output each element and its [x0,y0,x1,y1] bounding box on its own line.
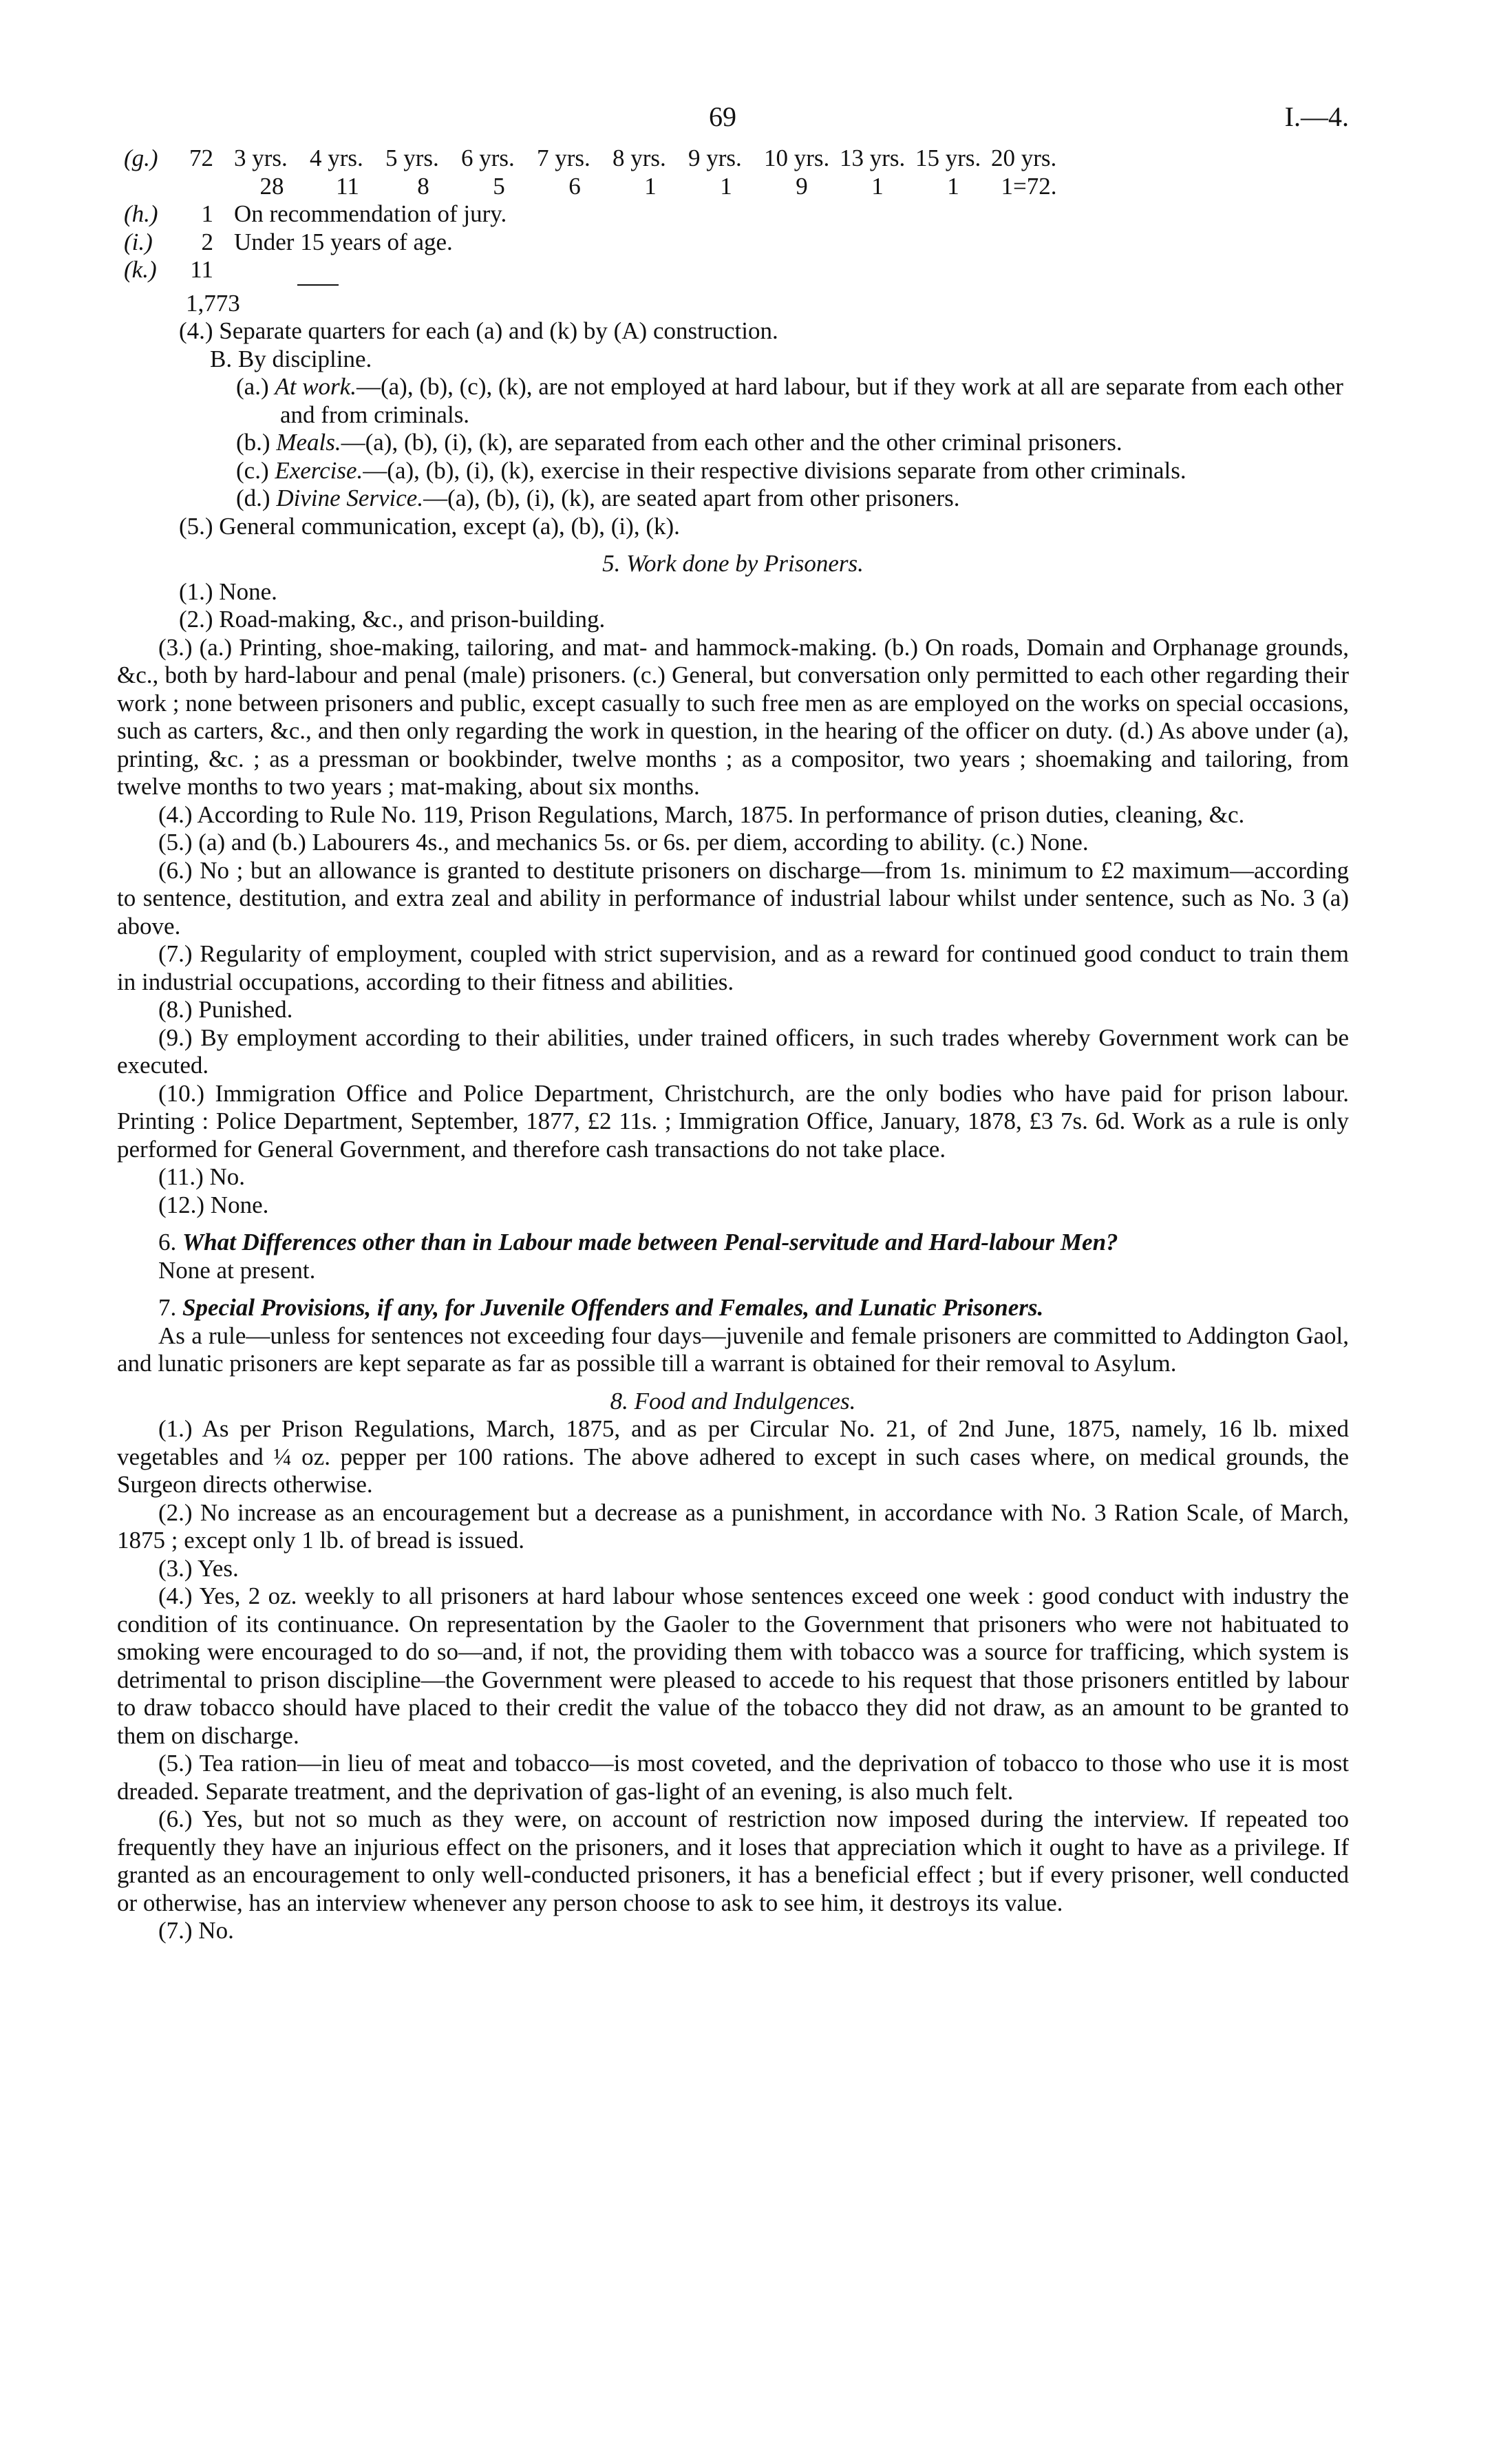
item-text: —(a), (b), (i), (k), exercise in their respective divisions separate from other criminals. [363,456,1186,484]
paragraph: B. By discipline. [210,345,372,372]
discipline-item-a [117,373,1349,429]
count-cell: 8 [417,172,429,200]
year-cell: 8 yrs. [613,145,666,171]
section-title: 8. Food and Indulgences. [610,1387,856,1415]
row-label: (h.) [124,200,158,227]
paragraph: (1.) None. [179,578,277,605]
table-row-i [117,229,1349,257]
section-number: 7. [158,1294,182,1321]
year-cell: 6 yrs. [461,145,515,171]
year-cell: 15 yrs. [915,145,981,171]
paragraph: (5.) General communication, except (a), (b), (i), (k). [179,512,680,540]
row-label: (i.) [124,228,153,255]
count-cell: 1 [871,172,884,200]
section-number: 6. [158,1229,182,1256]
total-value: 1,773 [186,289,240,317]
year-cell: 3 yrs. [234,145,288,171]
section-7 [117,1294,1349,1378]
count-cell: 5 [493,172,505,200]
row-label: (g.) [124,145,158,171]
paragraph: (2.) Road-making, &c., and prison-building. [179,606,606,633]
paragraph: (10.) Immigration Office and Police Department, Christchurch, are the only bodies who have paid for prison labour. Printing : Police Department, September, 1877, £2 11s. ; Immigration Office, January, 1878, £3 7s. 6d. Work as a rule is only performed for General Government, and therefore cash transactions do not take place. [117,1079,1349,1163]
year-cell: 10 yrs. [764,145,830,171]
paragraph: (4.) Yes, 2 oz. weekly to all prisoners at hard labour whose sentences exceed one week : good conduct with industry the condition of its continuance. On representation by the Gaoler to the Government that prisoners who were not habituated to smoking were encouraged to do so—and, if not, the providing them with tobacco was a source for trafficing, which system is detrimental to prison discipline—the Government were pleased to accede to his request that those prisoners entitled by labour to draw tobacco should have placed to their credit the value of the tobacco they did not draw, as an amount to be granted to them on discharge. [117,1582,1349,1749]
paragraph: (2.) No increase as an encouragement but a decrease as a punishment, in accordance with No. 3 Ration Scale, of March, 1875 ; except only 1 lb. of bread is issued. [117,1498,1349,1554]
count-cell: 28 [259,172,284,200]
paragraph: (7.) No. [158,1917,234,1944]
row-text: On recommendation of jury. [234,200,507,227]
paragraph: (6.) No ; but an allowance is granted to destitute prisoners on discharge—from 1s. minimum to £2 maximum—according to sentence, destitution, and extra zeal and ability in performance of industrial labour whilst under sentence, such as No. 3 (a) above. [117,856,1349,940]
item-title: Exercise. [275,456,363,484]
row-number: 1 [201,200,213,227]
row-number: 11 [190,256,213,283]
years-list [234,145,1067,173]
year-cell: 13 yrs. [840,145,906,171]
year-cell: 7 yrs. [537,145,590,171]
count-cell: 1 [947,172,959,200]
row-text: Under 15 years of age. [234,228,453,255]
paragraph: (4.) According to Rule No. 119, Prison Regulations, March, 1875. In performance of prison duties, cleaning, &c. [158,801,1245,828]
count-cell: 9 [796,172,808,200]
paragraph: (11.) No. [158,1163,246,1190]
item-lead: (c.) [236,456,275,484]
section-4-continued [117,317,1349,540]
table-row-k [117,256,1349,284]
paragraph: (5.) (a) and (b.) Labourers 4s., and mechanics 5s. or 6s. per diem, according to ability. (c.) None. [158,829,1089,856]
item-title: Meals. [276,429,341,456]
table-row-h [117,200,1349,229]
table-total [117,290,1349,318]
row-number: 2 [201,228,213,255]
paragraph: (1.) As per Prison Regulations, March, 1875, and as per Circular No. 21, of 2nd June, 1875, namely, 16 lb. mixed vegetables and ¼ oz. pepper per 100 rations. The above adhered to except in such cases where, on medical grounds, the Surgeon directs otherwise. [117,1415,1349,1498]
table-row-counts [117,173,1349,201]
section-title: What Differences other than in Labour made between Penal-servitude and Hard-labour Men? [182,1229,1118,1256]
item-lead: (a.) [236,373,275,400]
row-number: 72 [189,145,213,171]
paragraph: (3.) (a.) Printing, shoe-making, tailoring, and mat- and hammock-making. (b.) On roads, Domain and Orphanage grounds, &c., both by hard-labour and penal (male) prisoners. (c.) General, but conversation only permitted to each other regarding their work ; none between prisoners and public, except casually to such free men as are employed on the works on special occasions, such as carters, &c., and then only regarding the work in question, in the hearing of the officer on duty. (d.) As above under (a), printing, &c. ; as a pressman or bookbinder, twelve months ; as a compositor, two years ; shoemaking and tailoring, from twelve months to two years ; mat-making, about six months. [117,633,1349,800]
sentence-table [117,145,1349,317]
section-title: 5. Work done by Prisoners. [602,550,864,577]
paragraph: (4.) Separate quarters for each (a) and (k) by (A) construction. [179,317,778,344]
section-8 [117,1388,1349,1945]
item-title: At work. [275,373,356,400]
count-cell: 6 [568,172,581,200]
paragraph: (7.) Regularity of employment, coupled with strict supervision, and as a reward for continued good conduct to train them in industrial occupations, according to their fitness and abilities. [117,940,1349,995]
section-heading [117,1294,1349,1322]
paragraph: (5.) Tea ration—in lieu of meat and tobacco—is most coveted, and the deprivation of tobacco to those who use it is most dreaded. Separate treatment, and the deprivation of gas-light of an evening, is also much felt. [117,1750,1349,1805]
paragraph: None at present. [158,1256,316,1284]
paragraph: (12.) None. [158,1191,269,1218]
item-text: —(a), (b), (i), (k), are separated from each other and the other criminal prisoners. [341,429,1122,456]
paragraph: (8.) Punished. [158,996,293,1023]
item-lead: (d.) [236,485,277,511]
row-label: (k.) [124,256,157,283]
item-title: Divine Service. [276,485,424,511]
document-reference: I.—4. [1284,101,1349,132]
total-rule [297,284,339,290]
year-cell: 20 yrs. [991,145,1057,171]
count-cell: 1 [720,172,732,200]
count-cell: 1 [644,172,657,200]
year-cell: 5 yrs. [385,145,439,171]
paragraph: (6.) Yes, but not so much as they were, on account of restriction now imposed during the interview. If repeated too frequently they have an injurious effect on the prisoners, and it loses that appreciation which it ought to have as a privilege. If granted as an encouragement to only well-conducted prisoners, it has a beneficial effect ; but if every prisoner, well conducted or otherwise, has an interview whenever any person choose to ask to see him, it destroys its value. [117,1805,1349,1916]
item-text: —(a), (b), (c), (k), are not employed at hard labour, but if they work at all are separate from each other and from criminals. [280,373,1343,428]
discipline-item-d [117,485,1349,513]
paragraph: (3.) Yes. [158,1554,239,1582]
section-5 [117,550,1349,1219]
discipline-item-c [117,457,1349,485]
section-heading [117,1229,1349,1257]
paragraph: (9.) By employment according to their abilities, under trained officers, in such trades whereby Government work can be executed. [117,1024,1349,1079]
counts-list [234,173,1067,201]
table-row-g [117,145,1349,173]
item-text: —(a), (b), (i), (k), are seated apart from other prisoners. [423,485,960,511]
year-cell: 9 yrs. [688,145,742,171]
item-lead: (b.) [236,429,277,456]
count-cell: 1=72. [1001,172,1057,200]
page-header [117,103,1349,145]
year-cell: 4 yrs. [310,145,363,171]
count-cell: 11 [336,172,359,200]
paragraph: As a rule—unless for sentences not exceeding four days—juvenile and female prisoners are committed to Addington Gaol, and lunatic prisoners are kept separate as far as possible till a warrant is obtained for their removal to Asylum. [117,1322,1349,1377]
discipline-item-b [117,429,1349,457]
section-title: Special Provisions, if any, for Juvenile Offenders and Females, and Lunatic Prisoners. [182,1294,1044,1321]
document-page [117,103,1349,1945]
page-number: 69 [709,101,736,132]
section-6 [117,1229,1349,1284]
